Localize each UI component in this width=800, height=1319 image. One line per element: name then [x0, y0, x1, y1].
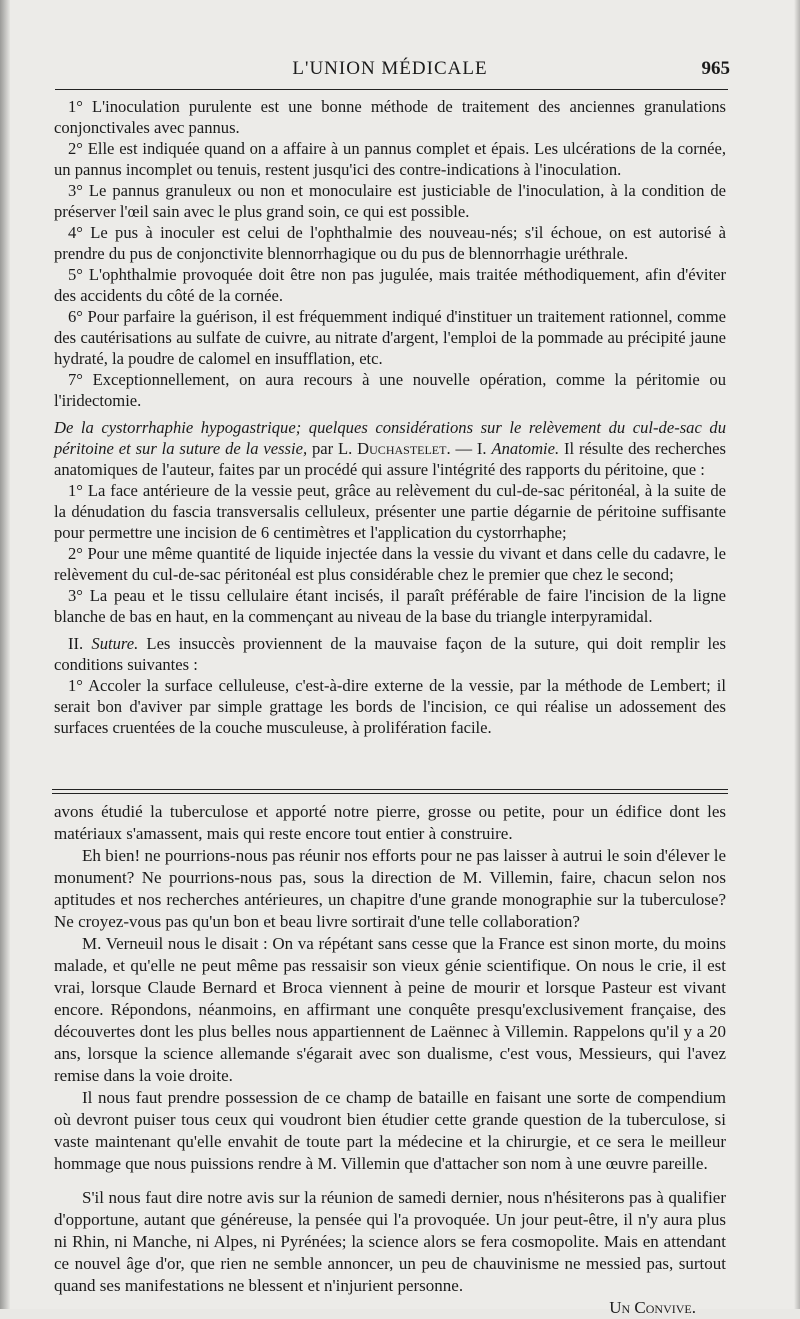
suture-paragraph: [54, 633, 726, 675]
conclusion-item: 6° Pour parfaire la guérison, il est fréquemment indiqué d'instituer un traitement rationnel, comme des cautérisations au sulfate de cuivre, au nitrate d'argent, l'emploi de la pommade au précipité jaune hydraté, la poudre de calomel en insufflation, etc.: [54, 307, 726, 368]
closing-paragraph: S'il nous faut dire notre avis sur la réunion de samedi dernier, nous n'hésiterons pas à qualifier d'opportune, autant que généreuse, la pensée qui l'a provoquée. Un jour peut-être, il n'y aura plus ni Rhin, ni Manche, ni Alpes, ni Pyrénées; la science alors se fera cosmopolite. Mais en attendant ce nouvel âge d'or, que rien ne semble annoncer, un peu de chauvinisme ne messied pas, surtout quand ses manifestations ne blessent et n'injurient personne.: [54, 1188, 726, 1295]
body-paragraph: M. Verneuil nous le disait : On va répétant sans cesse que la France est sinon morte, du moins malade, et qu'elle ne peut même pas ressaisir son vieux génie scientifique. On nous le crie, il est vrai, lorsque Claude Bernard et Broca viennent à peine de mourir et lorsque Pasteur est vivant encore. Répondons, néanmoins, en affirmant une conquête presqu'exclusivement française, des découvertes dont les plus belles nous appartiennent de Laënnec à Villemin. Rappelons qu'il y a 20 ans, lorsque la science allemande s'égarait avec son dualisme, c'est vous, Messieurs, qui l'avez remise dans la voie droite.: [54, 934, 726, 1085]
anatomy-item: 3° La peau et le tissu cellulaire étant incisés, il paraît préférable de faire l'incision de la ligne blanche de bas en haut, en la commençant au niveau de la base du triangle interpyramidal.: [54, 586, 726, 626]
article-intro: Il résulte des recherches anatomiques de l'auteur, faites par un procédé qui assure l'intégrité des rapports du péritoine, que :: [54, 439, 726, 479]
page-number: 965: [701, 58, 730, 79]
body-paragraph: Il nous faut prendre possession de ce champ de bataille en faisant une sorte de compendium où devront puiser tous ceux qui voudront bien étudier cette grande question de la tuberculose, si vaste maintenant qu'elle envahit de toute part la médecine et la chirurgie, et ce sera le meilleur hommage que nous puissions rendre à M. Villemin que d'attacher son nom à une œuvre pareille.: [54, 1088, 726, 1173]
article-section-number: — I.: [450, 439, 492, 458]
anatomy-item: 1° La face antérieure de la vessie peut, grâce au relèvement du cul-de-sac péritonéal, à la suite de la dénudation du fascia transversalis celluleux, présenter une partie dégarnie de péritoine suffisante pour permettre une incision de 6 centimètres et l'application du cystorrhaphe;: [54, 481, 726, 542]
article-by: par: [307, 439, 339, 458]
suture-item: 1° Accoler la surface celluleuse, c'est-à-dire externe de la vessie, par la méthode de Lembert; il serait bon d'aviver par simple grattage les bords de l'incision, ce qui réalise un adossement des surfaces cruentées de la couche musculeuse, à prolifération facile.: [54, 676, 726, 737]
running-title: L'UNION MÉDICALE: [292, 58, 488, 79]
anatomy-item: 2° Pour une même quantité de liquide injectée dans la vessie du vivant et dans celle du cadavre, le relèvement du cul-de-sac péritonéal est plus considérable chez le premier que chez le second;: [54, 544, 726, 584]
article-author: L. Duchastelet.: [338, 439, 451, 458]
header-rule: [55, 89, 728, 90]
signature: Un Convive.: [609, 1298, 696, 1317]
page-edge-shadow: [0, 0, 10, 1309]
conclusion-item: 7° Exceptionnellement, on aura recours à une nouvelle opération, comme la péritomie ou l'iridectomie.: [54, 370, 726, 410]
main-text: [54, 801, 726, 1319]
article-abstract: [54, 417, 726, 480]
suture-label: Suture.: [91, 634, 139, 653]
conclusion-item: 3° Le pannus granuleux ou non et monoculaire est justiciable de l'inoculation, à la condition de préserver l'œil sain avec le plus grand soin, ce qui est possible.: [54, 181, 726, 221]
section-divider: [52, 789, 728, 794]
article-title: De la cystorrhaphie hypogastrique; quelques considérations sur le relèvement du cul-de-sac du péritoine et sur la suture de la vessie,: [54, 418, 726, 458]
suture-prefix: II.: [68, 634, 92, 653]
page-header: [52, 56, 728, 86]
page-edge-right: [794, 0, 800, 1309]
article-section-label: Anatomie.: [491, 439, 560, 458]
suture-intro: Les insuccès proviennent de la mauvaise façon de la suture, qui doit remplir les conditions suivantes :: [54, 634, 726, 674]
conclusion-item: 2° Elle est indiquée quand on a affaire à un pannus complet et épais. Les ulcérations de la cornée, un pannus incomplet ou tenuis, restent jusqu'ici des contre-indications à l'inoculation.: [54, 139, 726, 179]
opening-paragraph: avons étudié la tuberculose et apporté notre pierre, grosse ou petite, pour un édifice dont les matériaux s'amassent, mais qui reste encore tout entier à construire.: [54, 802, 726, 843]
body-paragraph: Eh bien! ne pourrions-nous pas réunir nos efforts pour ne pas laisser à autrui le soin d'élever le monument? Ne pourrions-nous pas, sous la direction de M. Villemin, faire, chacun selon nos aptitudes et nos recherches antérieures, un chapitre d'une grande monographie sur la tuberculose? Ne croyez-vous pas qu'un bon et beau livre sortirait d'une telle collaboration?: [54, 846, 726, 931]
conclusion-item: 4° Le pus à inoculer est celui de l'ophthalmie des nouveau-nés; s'il échoue, on est autorisé à prendre du pus de conjonctivite blennorrhagique ou du pus de blennorrhagie uréthrale.: [54, 223, 726, 263]
conclusion-item: 1° L'inoculation purulente est une bonne méthode de traitement des anciennes granulations conjonctivales avec pannus.: [54, 97, 726, 137]
note-section: [54, 96, 726, 738]
conclusion-item: 5° L'ophthalmie provoquée doit être non pas jugulée, mais traitée méthodiquement, afin d'éviter des accidents du côté de la cornée.: [54, 265, 726, 305]
